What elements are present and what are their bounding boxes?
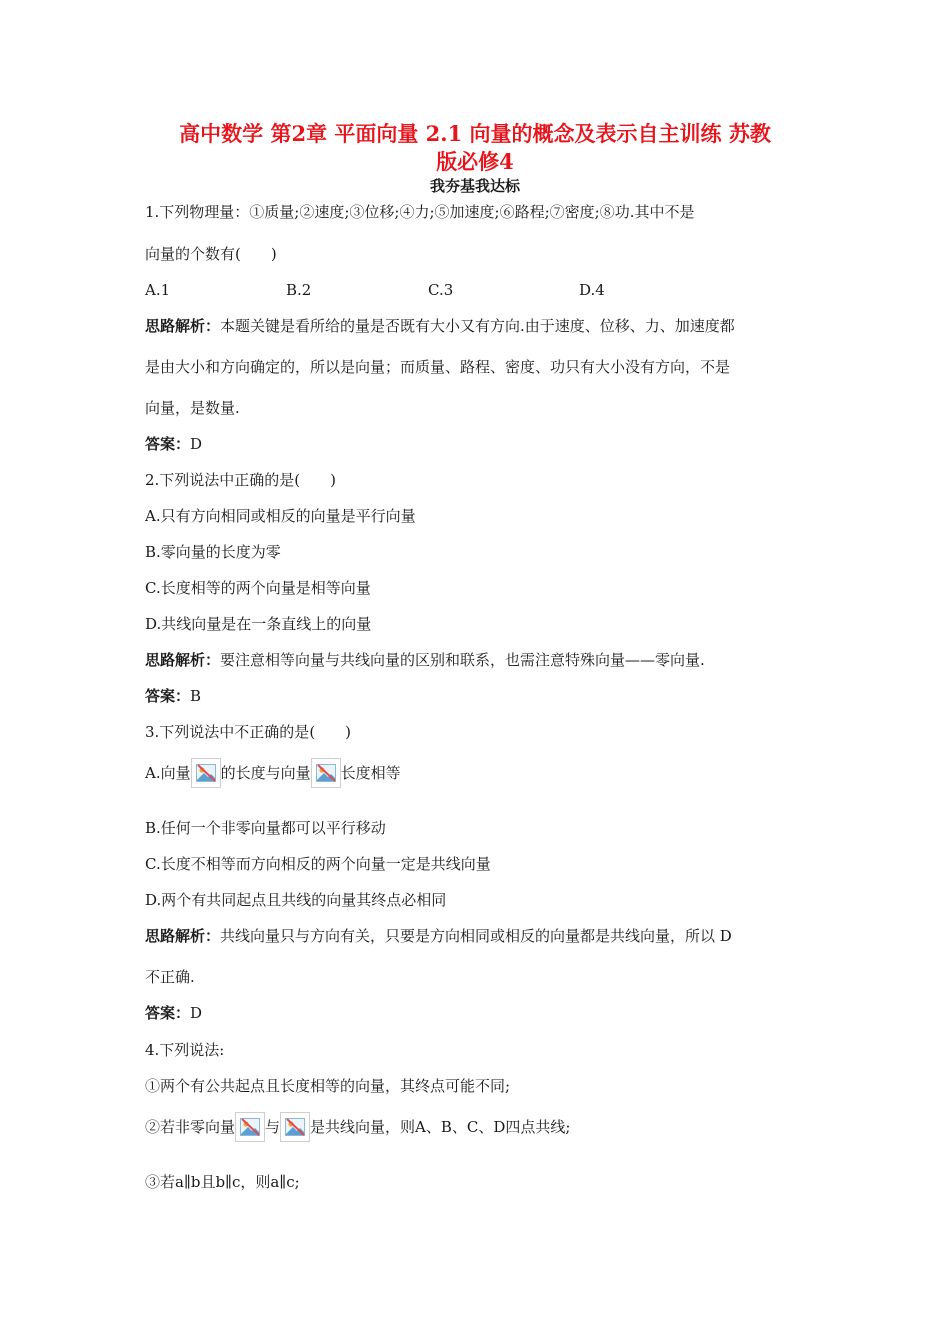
q1-answer-label: 答案： — [145, 435, 191, 453]
q3-option-a-text2: 的长度与向量 — [220, 764, 311, 782]
q4-item-2-text1: ②若非零向量 — [145, 1118, 236, 1136]
title-line-2: 版必修4 — [436, 149, 514, 174]
q2-answer-label: 答案： — [145, 687, 191, 705]
document-title — [120, 120, 830, 176]
q1-stem-line2: 向量的个数有( ) — [145, 245, 277, 263]
q2-analysis-label: 思路解析： — [145, 651, 221, 669]
q1-analysis-line1 — [145, 316, 735, 336]
q2-option-c: C.长度相等的两个向量是相等向量 — [145, 579, 371, 597]
q3-option-a — [145, 758, 401, 788]
q4-item-2 — [145, 1112, 570, 1142]
q3-analysis-line2: 不正确. — [145, 968, 195, 986]
q3-analysis-line1 — [145, 926, 732, 946]
q3-option-d: D.两个有共同起点且共线的向量其终点必相同 — [145, 891, 447, 909]
q4-item-2-text3: 是共线向量，则A、B、C、D四点共线; — [310, 1118, 571, 1136]
broken-image-icon — [311, 758, 341, 788]
q3-option-c: C.长度不相等而方向相反的两个向量一定是共线向量 — [145, 855, 491, 873]
q3-option-a-text1: A.向量 — [145, 764, 191, 782]
q2-stem: 2.下列说法中正确的是( ) — [145, 471, 337, 489]
section-subtitle: 我夯基我达标 — [429, 177, 520, 195]
q2-analysis — [145, 650, 705, 670]
q3-analysis-label: 思路解析： — [145, 927, 221, 945]
q4-item-1: ①两个有公共起点且长度相等的向量，其终点可能不同; — [145, 1077, 511, 1095]
q1-analysis-line3: 向量，是数量. — [145, 399, 240, 417]
q3-option-a-text3: 长度相等 — [340, 764, 401, 782]
q1-stem-line1: 1.下列物理量：①质量;②速度;③位移;④力;⑤加速度;⑥路程;⑦密度;⑧功.其中不是 — [145, 203, 695, 221]
q3-answer-label: 答案： — [145, 1004, 191, 1022]
q1-analysis-label: 思路解析： — [145, 317, 221, 335]
q3-analysis-text1: 共线向量只与方向有关，只要是方向相同或相反的向量都是共线向量，所以 D — [220, 927, 732, 945]
q1-analysis-line2: 是由大小和方向确定的，所以是向量；而质量、路程、密度、功只有大小没有方向，不是 — [145, 358, 731, 376]
q1-answer — [145, 434, 202, 454]
q3-answer — [145, 1003, 202, 1023]
q1-analysis-text1: 本题关键是看所给的量是否既有大小又有方向.由于速度、位移、力、加速度都 — [220, 317, 735, 335]
q3-option-b: B.任何一个非零向量都可以平行移动 — [145, 819, 386, 837]
q2-option-d: D.共线向量是在一条直线上的向量 — [145, 615, 372, 633]
q2-option-a: A.只有方向相同或相反的向量是平行向量 — [145, 507, 416, 525]
q3-answer-value: D — [190, 1004, 203, 1022]
q1-option-d: D.4 — [579, 281, 605, 299]
q2-answer-value: B — [190, 687, 202, 705]
q1-options — [145, 280, 645, 300]
q1-answer-value: D — [190, 435, 203, 453]
q2-analysis-text: 要注意相等向量与共线向量的区别和联系，也需注意特殊向量——零向量. — [220, 651, 705, 669]
q2-option-b: B.零向量的长度为零 — [145, 543, 281, 561]
q4-item-2-text2: 与 — [265, 1118, 281, 1136]
q1-option-b: B.2 — [286, 281, 312, 299]
q1-option-a: A.1 — [145, 281, 171, 299]
q3-stem: 3.下列说法中不正确的是( ) — [145, 723, 352, 741]
broken-image-icon — [235, 1112, 265, 1142]
q4-item-3: ③若a∥b且b∥c，则a∥c; — [145, 1173, 300, 1191]
title-line-1: 高中数学 第2章 平面向量 2.1 向量的概念及表示自主训练 苏教 — [179, 121, 771, 146]
q4-stem: 4.下列说法: — [145, 1041, 225, 1059]
q2-answer — [145, 686, 201, 706]
q1-option-c: C.3 — [428, 281, 454, 299]
broken-image-icon — [191, 758, 221, 788]
broken-image-icon — [280, 1112, 310, 1142]
